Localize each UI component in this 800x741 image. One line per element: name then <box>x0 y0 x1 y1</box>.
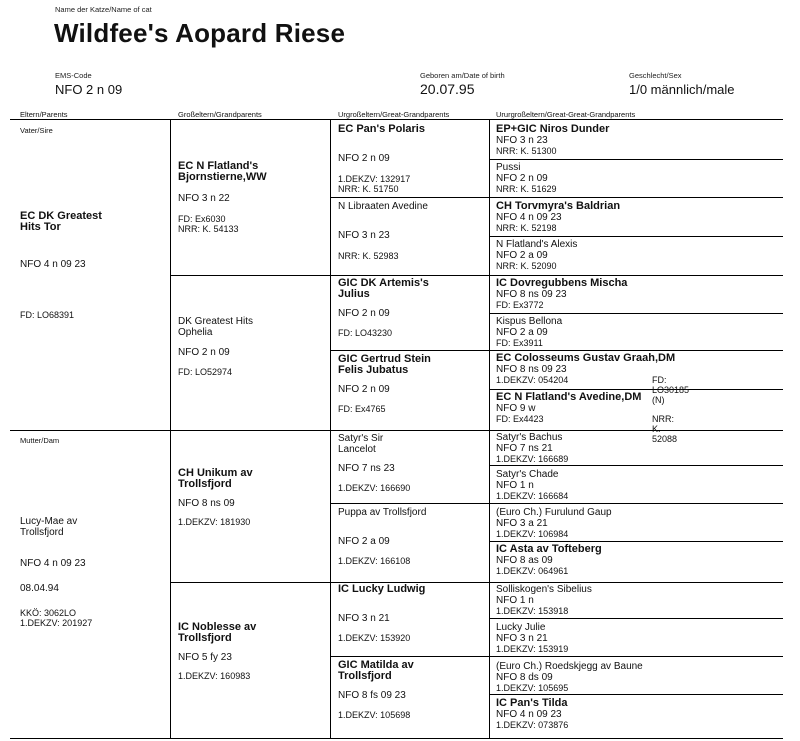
ggg-16-ems: NFO 4 n 09 23 <box>496 709 562 720</box>
dob-label: Geboren am/Date of birth <box>420 71 505 80</box>
ggg-13 <box>496 584 592 616</box>
dam-reg-2: 1.DEKZV: 201927 <box>20 618 93 628</box>
great-grandparent-3-ems: NFO 2 n 09 <box>338 308 390 319</box>
ggg-14-name: Lucky Julie <box>496 622 546 633</box>
grandparent-4-name: IC Noblesse av Trollsfjord <box>178 621 257 644</box>
great-grandparent-8-reg-1: 1.DEKZV: 105698 <box>338 710 411 720</box>
cat-name: Wildfee's Aopard Riese <box>54 18 346 48</box>
ggg-1-reg-1: NRR: K. 51300 <box>496 146 557 156</box>
great-grandparent-5-ems: NFO 7 ns 23 <box>338 463 395 474</box>
ggg-4-name: N Flatland's Alexis <box>496 239 578 250</box>
ggg-7-ems: NFO 8 ns 09 23 <box>496 364 567 375</box>
grandparent-2-name: DK Greatest Hits Ophelia <box>178 316 254 338</box>
ggg-14-reg-1: 1.DEKZV: 153919 <box>496 644 569 654</box>
great-grandparent-7-reg-1: 1.DEKZV: 153920 <box>338 633 411 643</box>
ggg-12-ems: NFO 8 as 09 <box>496 555 553 566</box>
grandparent-4-ems: NFO 5 fy 23 <box>178 652 232 663</box>
great-grandparent-6-name: Puppa av Trollsfjord <box>338 507 427 518</box>
ggg-12-name: IC Asta av Tofteberg <box>496 543 602 555</box>
ggg-4-reg-1: NRR: K. 52090 <box>496 261 557 271</box>
ggg-13-ems: NFO 1 n <box>496 595 534 606</box>
ggg-3 <box>496 201 620 233</box>
ggg-16 <box>496 698 568 730</box>
great-grandparent-7-name: IC Lucky Ludwig <box>338 583 426 595</box>
great-grandparent-divider-5 <box>330 503 783 504</box>
grandparent-2-reg-1: FD: LO52974 <box>178 367 233 377</box>
great-grandparent-5-name: Satyr's Sir Lancelot <box>338 433 384 455</box>
ggg-8-name: EC N Flatland's Avedine,DM <box>496 391 642 403</box>
grandparent-4-reg-1: 1.DEKZV: 160983 <box>178 671 251 681</box>
ggg-6 <box>496 316 562 348</box>
great-grandparent-divider-7 <box>330 656 783 657</box>
table-top-rule <box>10 119 783 120</box>
great-grandparent-3-name: GIC DK Artemis's Julius <box>338 277 429 300</box>
ggg-10-ems: NFO 1 n <box>496 480 534 491</box>
ems-label: EMS-Code <box>55 71 92 80</box>
grandparent-3-reg-1: 1.DEKZV: 181930 <box>178 517 251 527</box>
grandparent-2 <box>178 316 253 377</box>
great-grandparent-4 <box>338 354 431 414</box>
grandparent-3-ems: NFO 8 ns 09 <box>178 498 235 509</box>
dam-label: Mutter/Dam <box>20 436 60 445</box>
grandparent-1-name: EC N Flatland's Bjornstierne,WW <box>178 160 267 183</box>
ggg-10-name: Satyr's Chade <box>496 469 559 480</box>
ggg-9-ems: NFO 7 ns 21 <box>496 443 553 454</box>
great-grandparent-4-ems: NFO 2 n 09 <box>338 384 390 395</box>
ggg-divider-1 <box>489 159 783 160</box>
great-grandparent-2 <box>338 201 428 261</box>
ggg-4 <box>496 239 577 271</box>
great-grandparent-8 <box>338 660 414 720</box>
ggg-11-name: (Euro Ch.) Furulund Gaup <box>496 507 612 518</box>
sex-label: Geschlecht/Sex <box>629 71 682 80</box>
ggg-8-ems: NFO 9 w <box>496 403 536 414</box>
grandparent-divider-1 <box>170 275 783 276</box>
ggg-11-reg-1: 1.DEKZV: 106984 <box>496 529 569 539</box>
sire-reg: FD: LO68391 <box>20 310 75 320</box>
dob-value: 20.07.95 <box>420 81 475 97</box>
ggg-7-reg-2: FD: LO30185 (N) <box>652 375 690 405</box>
great-grandparent-1-reg-2: NRR: K. 51750 <box>338 184 399 194</box>
ggg-2-name: Pussi <box>496 162 521 173</box>
ggg-5-name: IC Dovregubbens Mischa <box>496 277 628 289</box>
ggg-6-name: Kispus Bellona <box>496 316 563 327</box>
ggg-8-reg-1: FD: Ex4423 <box>496 414 544 424</box>
great-grandparent-1-ems: NFO 2 n 09 <box>338 153 390 164</box>
column-header-great-grandparents: Urgroßeltern/Great-Grandparents <box>338 110 450 119</box>
great-grandparent-7-ems: NFO 3 n 21 <box>338 613 390 624</box>
ggg-divider-7 <box>489 389 783 390</box>
great-grandparent-7 <box>338 584 425 643</box>
great-grandparent-6 <box>338 507 426 566</box>
ggg-13-reg-1: 1.DEKZV: 153918 <box>496 606 569 616</box>
great-grandparent-5 <box>338 433 410 493</box>
great-grandparent-2-reg-1: NRR: K. 52983 <box>338 251 399 261</box>
ggg-9 <box>496 432 568 464</box>
ggg-16-reg-1: 1.DEKZV: 073876 <box>496 720 569 730</box>
ggg-11 <box>496 507 612 539</box>
sire-cell <box>20 211 102 320</box>
ggg-3-name: CH Torvmyra's Baldrian <box>496 200 621 212</box>
ggg-15-ems: NFO 8 ds 09 <box>496 672 553 683</box>
column-divider-2 <box>330 119 331 738</box>
grandparent-divider-3 <box>170 582 783 583</box>
sire-ems: NFO 4 n 09 23 <box>20 259 86 270</box>
great-grandparent-2-name: N Libraaten Avedine <box>338 201 428 212</box>
ggg-12-reg-1: 1.DEKZV: 064961 <box>496 566 569 576</box>
ggg-15-name: (Euro Ch.) Roedskjegg av Baune <box>496 661 643 672</box>
sex-value: 1/0 männlich/male <box>629 82 735 97</box>
great-grandparent-4-reg-1: FD: Ex4765 <box>338 404 386 414</box>
column-header-great-great-grandparents: Ururgroßeltern/Great-Great-Grandparents <box>496 110 636 119</box>
dam-name: Lucy-Mae av Trollsfjord <box>20 516 78 538</box>
ggg-divider-9 <box>489 465 783 466</box>
column-divider-1 <box>170 119 171 738</box>
great-grandparent-divider-1 <box>330 197 783 198</box>
ggg-divider-3 <box>489 236 783 237</box>
ggg-15-reg-1: 1.DEKZV: 105695 <box>496 683 569 693</box>
ggg-14 <box>496 622 568 654</box>
ggg-divider-5 <box>489 313 783 314</box>
ggg-5 <box>496 278 627 310</box>
great-grandparent-1-reg-1: 1.DEKZV: 132917 <box>338 174 411 184</box>
sire-label: Vater/Sire <box>20 126 53 135</box>
great-grandparent-3-reg-1: FD: LO43230 <box>338 328 393 338</box>
ggg-3-reg-1: NRR: K. 52198 <box>496 223 557 233</box>
column-header-grandparents: Großeltern/Grandparents <box>178 110 262 119</box>
great-grandparent-5-reg-1: 1.DEKZV: 166690 <box>338 483 411 493</box>
dam-cell <box>20 516 92 628</box>
ggg-7-reg-1: 1.DEKZV: 054204 <box>496 375 569 385</box>
ggg-3-ems: NFO 4 n 09 23 <box>496 212 562 223</box>
ggg-16-name: IC Pan's Tilda <box>496 697 568 709</box>
grandparent-1-reg-1: FD: Ex6030 <box>178 214 226 224</box>
ggg-2-ems: NFO 2 n 09 <box>496 173 548 184</box>
grandparent-4 <box>178 622 256 681</box>
column-divider-3 <box>489 119 490 738</box>
ggg-7-name: EC Colosseums Gustav Graah,DM <box>496 352 676 364</box>
ggg-2 <box>496 162 557 194</box>
ggg-2-reg-1: NRR: K. 51629 <box>496 184 557 194</box>
column-header-parents: Eltern/Parents <box>20 110 68 119</box>
ggg-divider-15 <box>489 694 783 695</box>
great-grandparent-6-ems: NFO 2 a 09 <box>338 536 390 547</box>
ggg-4-ems: NFO 2 a 09 <box>496 250 548 261</box>
ggg-6-ems: NFO 2 a 09 <box>496 327 548 338</box>
ggg-9-reg-1: 1.DEKZV: 166689 <box>496 454 569 464</box>
dam-dob: 08.04.94 <box>20 583 59 594</box>
dam-reg-1: KKÖ: 3062LO <box>20 608 77 618</box>
ggg-1 <box>496 124 609 156</box>
grandparent-1 <box>178 161 267 234</box>
grandparent-2-ems: NFO 2 n 09 <box>178 347 230 358</box>
ggg-8-reg-2: NRR: K. 52088 <box>652 414 678 444</box>
great-grandparent-1 <box>338 124 425 194</box>
grandparent-1-reg-2: NRR: K. 54133 <box>178 224 239 234</box>
ggg-divider-13 <box>489 618 783 619</box>
grandparent-3-name: CH Unikum av Trollsfjord <box>178 467 253 490</box>
ggg-5-reg-1: FD: Ex3772 <box>496 300 544 310</box>
ggg-10 <box>496 469 568 501</box>
cat-name-label: Name der Katze/Name of cat <box>55 5 152 14</box>
ggg-15 <box>496 661 643 693</box>
ggg-9-name: Satyr's Bachus <box>496 432 563 443</box>
ggg-10-reg-1: 1.DEKZV: 166684 <box>496 491 569 501</box>
ggg-5-ems: NFO 8 ns 09 23 <box>496 289 567 300</box>
ggg-divider-11 <box>489 541 783 542</box>
great-grandparent-2-ems: NFO 3 n 23 <box>338 230 390 241</box>
dam-ems: NFO 4 n 09 23 <box>20 558 86 569</box>
table-bottom-rule <box>10 738 783 739</box>
ggg-6-reg-1: FD: Ex3911 <box>496 338 543 348</box>
great-grandparent-8-ems: NFO 8 fs 09 23 <box>338 690 406 701</box>
great-grandparent-3 <box>338 278 429 338</box>
ems-value: NFO 2 n 09 <box>55 82 123 97</box>
grandparent-3 <box>178 468 253 527</box>
great-grandparent-8-name: GIC Matilda av Trollsfjord <box>338 659 414 682</box>
ggg-14-ems: NFO 3 n 21 <box>496 633 548 644</box>
ggg-1-name: EP+GIC Niros Dunder <box>496 123 610 135</box>
sire-name: EC DK Greatest Hits Tor <box>20 210 102 233</box>
great-grandparent-divider-3 <box>330 350 783 351</box>
great-grandparent-4-name: GIC Gertrud Stein Felis Jubatus <box>338 353 431 376</box>
ggg-12 <box>496 544 602 576</box>
grandparent-1-ems: NFO 3 n 22 <box>178 193 230 204</box>
great-grandparent-6-reg-1: 1.DEKZV: 166108 <box>338 556 411 566</box>
ggg-13-name: Solliskogen's Sibelius <box>496 584 592 595</box>
ggg-1-ems: NFO 3 n 23 <box>496 135 548 146</box>
ggg-11-ems: NFO 3 a 21 <box>496 518 548 529</box>
great-grandparent-1-name: EC Pan's Polaris <box>338 123 425 135</box>
